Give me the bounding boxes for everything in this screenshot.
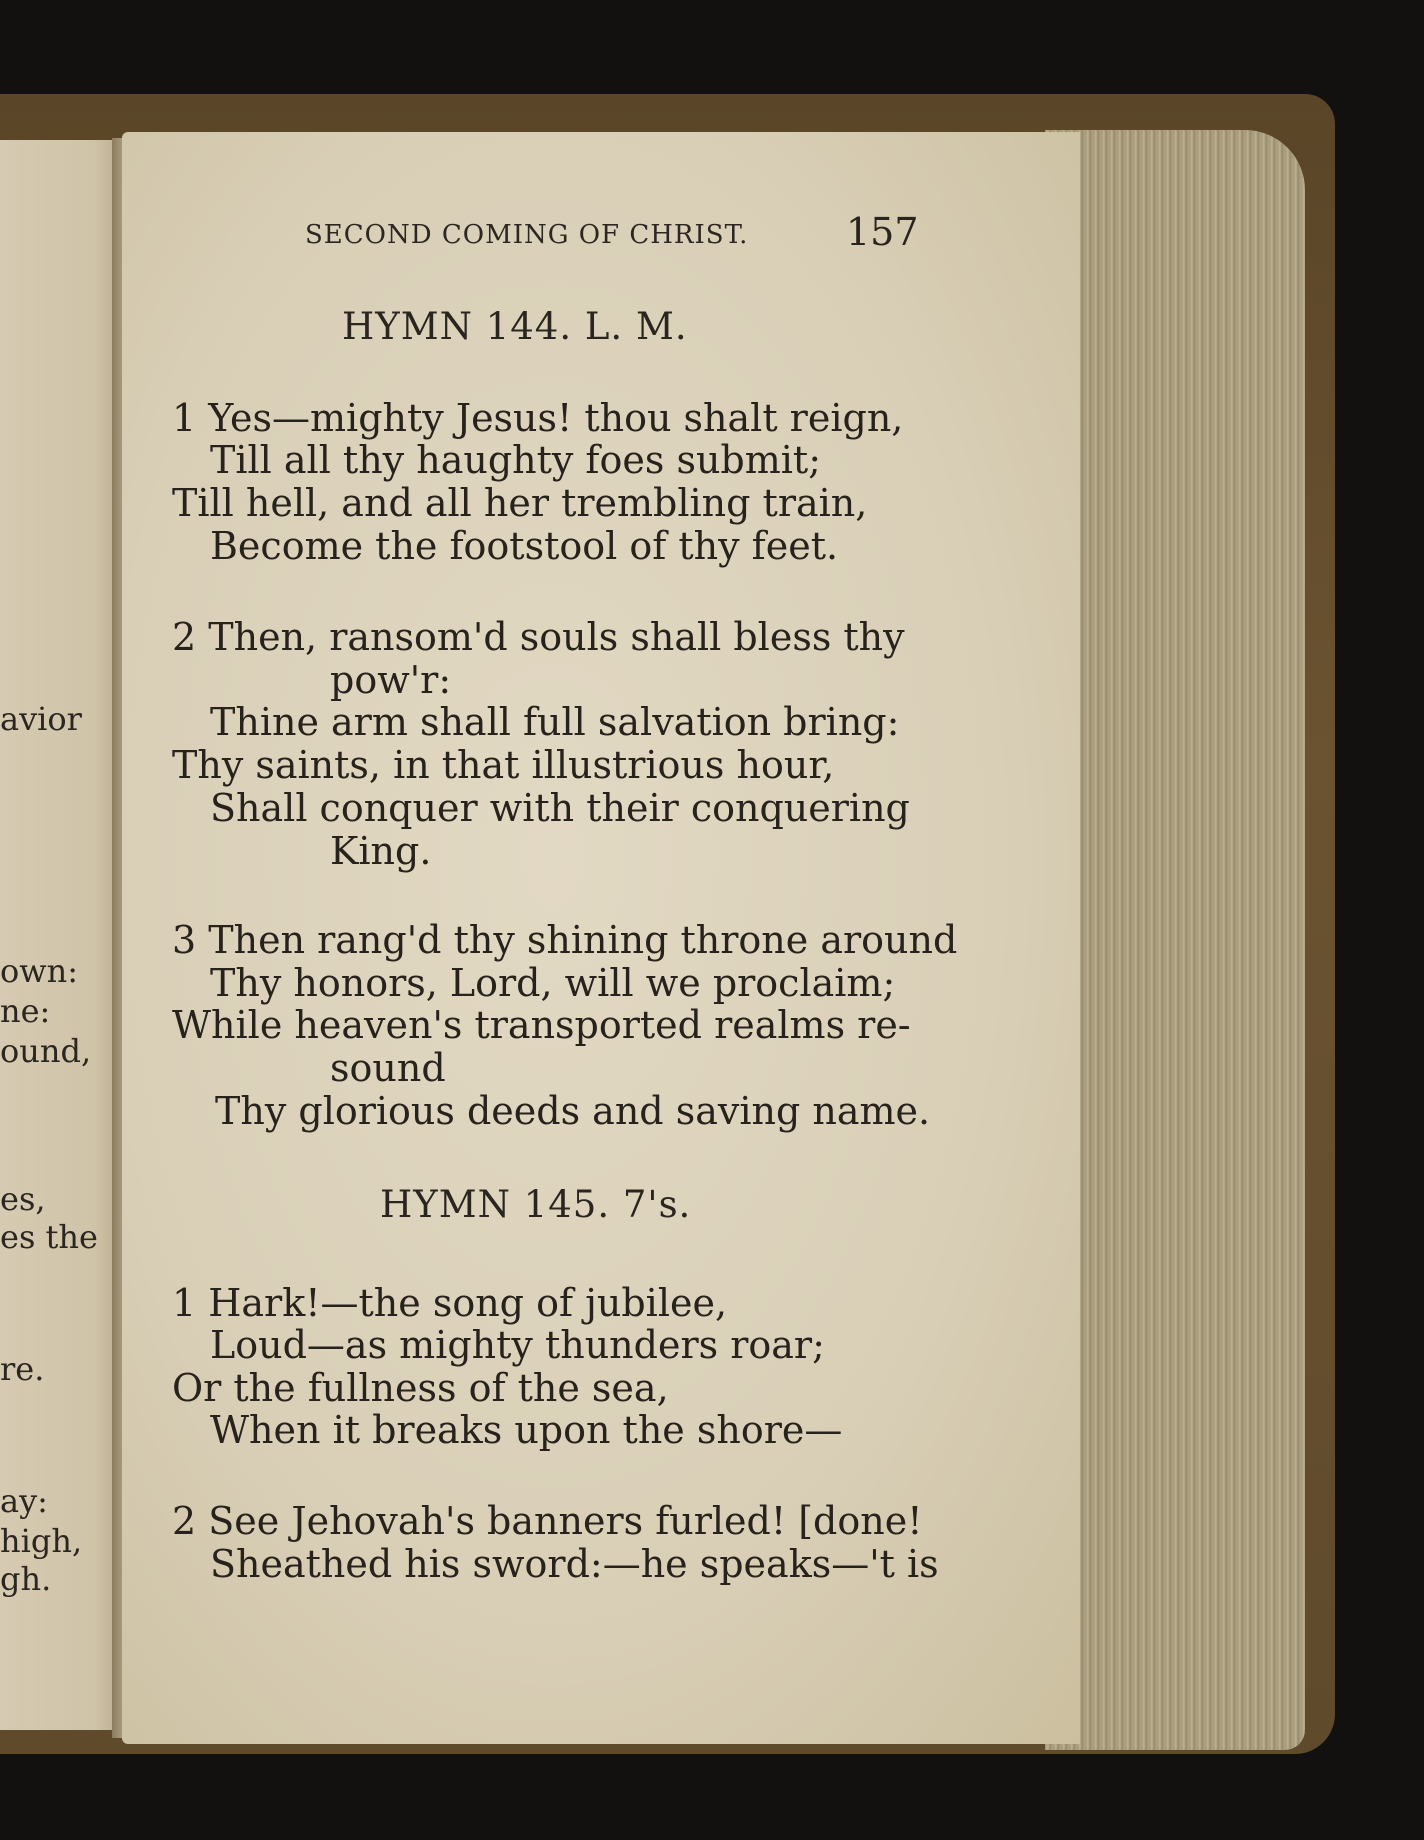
running-header: SECOND COMING OF CHRIST.	[305, 220, 749, 250]
left-page-fragment: avior	[0, 700, 82, 738]
left-page-fragment: own:	[0, 952, 79, 990]
verse-line: 1 Yes—mighty Jesus! thou shalt reign,	[172, 396, 904, 440]
verse-line: Thine arm shall full salvation bring:	[210, 700, 900, 744]
verse-line: Till hell, and all her trembling train,	[172, 481, 868, 525]
page-edges	[1045, 130, 1305, 1750]
verse-line: 2 Then, ransom'd souls shall bless thy	[172, 615, 905, 659]
page-number: 157	[846, 210, 919, 254]
left-page-fragment: gh.	[0, 1560, 52, 1598]
left-page-fragment: high,	[0, 1522, 83, 1560]
verse-line: 2 See Jehovah's banners furled! [done!	[172, 1499, 923, 1543]
verse-line: Sheathed his sword:—he speaks—'t is	[210, 1542, 939, 1586]
left-page-fragment: es,	[0, 1180, 46, 1218]
verse-line: pow'r:	[330, 658, 452, 702]
left-page	[0, 140, 126, 1730]
verse-line: Thy honors, Lord, will we proclaim;	[210, 961, 896, 1005]
left-page-fragment: es the	[0, 1218, 98, 1256]
verse-line: While heaven's transported realms re-	[172, 1003, 911, 1047]
verse-line: Or the fullness of the sea,	[172, 1366, 669, 1410]
verse-line: King.	[330, 829, 432, 873]
verse-line: 1 Hark!—the song of jubilee,	[172, 1281, 728, 1325]
hymn-title: HYMN 145. 7's.	[380, 1183, 692, 1226]
verse-line: Thy saints, in that illustrious hour,	[172, 743, 835, 787]
verse-line: 3 Then rang'd thy shining throne around	[172, 918, 958, 962]
left-page-fragment: ne:	[0, 992, 51, 1030]
verse-line: Become the footstool of thy feet.	[210, 524, 839, 568]
verse-line: When it breaks upon the shore—	[210, 1408, 843, 1452]
left-page-fragment: ay:	[0, 1482, 48, 1520]
verse-line: Loud—as mighty thunders roar;	[210, 1323, 825, 1367]
verse-line: sound	[330, 1046, 446, 1090]
verse-line: Shall conquer with their conquering	[210, 786, 910, 830]
verse-line: Till all thy haughty foes submit;	[210, 438, 822, 482]
verse-line: Thy glorious deeds and saving name.	[215, 1089, 931, 1133]
hymn-title: HYMN 144. L. M.	[342, 305, 688, 348]
left-page-fragment: re.	[0, 1350, 45, 1388]
left-page-fragment: ound,	[0, 1032, 92, 1070]
